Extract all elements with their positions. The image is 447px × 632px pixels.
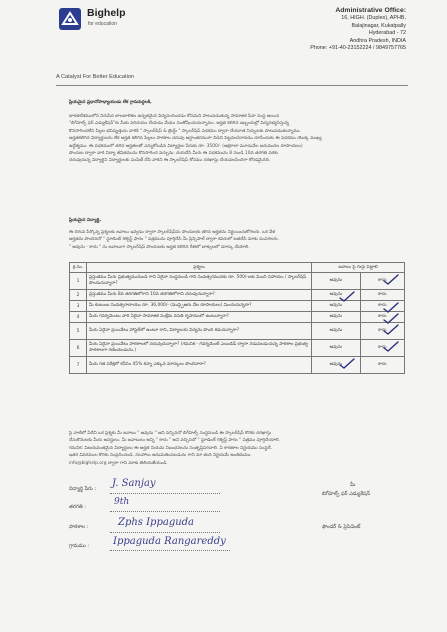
table-header-row — [70, 263, 405, 273]
answer-no-cell[interactable] — [360, 301, 404, 312]
table-row — [70, 357, 405, 374]
row-question: మీరు ఏదైనా ప్రయివేటు హాస్టల్‌లో ఉంటూ గాని, విద్యాలయ విద్యను పొంది కడుచున్నారా? — [86, 323, 311, 340]
school-label: పాఠశాల : — [69, 524, 89, 530]
no-label: కాదు — [378, 314, 387, 319]
checkmark-icon — [382, 324, 400, 336]
header-answer: జవాబు పై గుర్తు పెట్టాలి — [312, 263, 405, 273]
class-value[interactable]: 9th — [114, 497, 130, 507]
table-row — [70, 301, 405, 312]
brand-subtitle: for education — [88, 21, 117, 27]
paragraph-line: గమనిక: విజయవంతమైన విద్యార్థులు ఈ అర్హత నియమ నిబంధనలను సంతృప్తిపరచాలి. ఏ కారణాల నిర్ణయము సంస్థదే. — [69, 445, 272, 451]
school-value[interactable]: Zphs Ippaguda — [118, 517, 195, 528]
answer-no-cell[interactable] — [360, 290, 404, 301]
student-name-label: విద్యార్థి పేరు : — [69, 486, 97, 492]
row-number: 7 — [70, 357, 87, 374]
header-question: ప్రశ్నలు — [86, 263, 311, 273]
no-label: కాదు — [378, 303, 387, 308]
row-number: 3 — [70, 301, 87, 312]
school-underline — [110, 531, 220, 533]
office-address — [310, 6, 406, 53]
no-label: కాదు — [378, 345, 387, 350]
table-row — [70, 290, 405, 301]
row-number: 1 — [70, 273, 87, 290]
paragraph-line: " అవును - కాదు " ను జవాబుగా స్కాలర్‌షిప్ పొందుటకు అర్హత కలిగిన రీతిలో బాక్సులలో మార్కు చేయాలి. — [69, 244, 250, 250]
paragraph-line: ఇతర వివరముల కొరకు సంప్రదించండి. సలహాలు అనుమతింపబడును గాని మా తుది నిర్ణయమే అంతిమము. — [69, 453, 252, 459]
answer-yes-cell[interactable] — [312, 357, 360, 374]
intro-paragraph — [69, 113, 405, 165]
paragraph-line: భారతదేశములోని నిరుపేద బాలబాలికల ఉన్నతమైన విద్యనందించడం కోసమని పాటుపడుతున్న సామాజిక సేవా సంస్థ అయిన — [69, 114, 280, 119]
office-title: Administrative Office: — [335, 7, 406, 14]
student-paragraph — [69, 229, 405, 251]
student-greeting: ప్రియమైన విద్యార్థి, — [69, 218, 101, 223]
paragraph-line: పై వాటిలో ఏదేని ఒక ప్రశ్నకు మీ జవాబు " అవును " అని వచ్చినచో బిగ్‌హెల్ప్ సంస్థనుండి ఈ స్కాలర్‌షిప్ కొరకు దరఖాస్తు — [69, 431, 272, 436]
header-number: క్ర.సం. — [70, 263, 87, 273]
checkmark-icon — [382, 274, 400, 286]
student-name-value[interactable]: J. Sanjay — [112, 478, 156, 489]
village-label: గ్రామము : — [69, 543, 90, 549]
village-underline — [110, 549, 230, 551]
header-divider — [56, 85, 408, 86]
yes-label: అవును — [329, 362, 343, 367]
sign-line: బిగ్‌హెల్ప్ ఫర్ ఎడ్యుకేషన్ — [322, 491, 371, 497]
answer-yes-cell[interactable] — [312, 290, 360, 301]
brand-name: Bighelp — [87, 7, 126, 19]
paragraph-line: అర్హతను పొందినచో " స్టూడెంట్ రిక్వెస్ట్ ఫారం " పత్రమును పూర్తిచేసి మీ ప్రిన్సిపాల్ ద్వారా కవరులో జతచేసి మాకు పంపగలరు. — [69, 237, 279, 243]
table-row — [70, 312, 405, 323]
closing-paragraph — [69, 430, 405, 467]
paragraph-line: అర్హతకలిగిన విద్యార్థులను లేక అర్హత కలిగిన పిల్లలు పాఠశాల చదువు అర్థాంతరముగా విడిచి పెట్టవలసిరావడం చూసేందుకు ఈ పధకము యొక్క ముఖ్య — [69, 136, 322, 142]
village-value[interactable]: Ippaguda Rangareddy — [113, 536, 226, 547]
paragraph-line: చేసుకొనుటకు మీరు అనర్హులు. మీ జవాబులు అన్ని " కాదు " అని వచ్చినచో " స్టూడెంట్ రిక్వెస్ట్ ఫారం " పత్రము పూర్తిచేయాలి. — [69, 438, 281, 444]
paragraph-line: ఉద్దేశ్యము. ఈ పధకములో తగిన అర్హతలతో ఎన్నుకోబడిన విద్యార్థుల పేరుకు రూ. 3500/- (అక్షరాలా మూడువేల ఐదువందల రూపాయలు) — [69, 143, 303, 149]
answer-no-cell[interactable] — [360, 273, 404, 290]
no-label: కాదు — [378, 278, 387, 283]
class-underline — [110, 510, 220, 512]
row-number: 6 — [70, 340, 87, 357]
answer-no-cell[interactable] — [360, 340, 404, 357]
row-question: మీరు ఏదైనా ప్రయివేటు పాఠశాలలో చదువుచున్నారా? (గమనిక - గవర్నమెంట్ ఎయిడెడ్ ద్వారా నడుపబడుచున్న పాఠశాల ప్రభుత్వ పాఠశాలగా గణించబడును.) — [86, 340, 311, 357]
row-question: ప్రస్తుతము మీరు ప్రభుత్వమునుండి గాని ఏదైనా సంస్థనుండి గాని సంవత్సరమునకు రూ. 500/-లకు మించి సహాయం / స్కాలర్‌షిప్ పొందుచున్నారా? — [86, 273, 311, 290]
no-label: కాదు — [378, 362, 387, 367]
bighelp-logo-icon — [58, 7, 82, 31]
answer-yes-cell[interactable] — [312, 273, 360, 290]
class-label: తరగతి : — [69, 504, 86, 510]
student-name-underline — [110, 492, 220, 494]
row-question: మీరు గత పరీక్షలో కనీసం 45% కన్నా ఎక్కువ మార్కులు పొందినారా? — [86, 357, 311, 374]
row-question: ప్రస్తుతము మీరు 8వ తరగతిలోగాని 10వ తరగతిలోగాని చదువుచున్నారా? — [86, 290, 311, 301]
row-number: 5 — [70, 323, 87, 340]
paragraph-line: "బిగ్‌హెల్ప్ ఫర్ ఎడ్యుకేషన్"కు మీకు పరిచయం చేయడం మేము సంతోషించుచున్నాము. అర్హత కలిగిన ఇబ్బందుల్లో విద్యనభ్యసిస్తున్న — [69, 121, 290, 127]
office-line: Balajinagar, Kukatpally — [351, 22, 406, 29]
tagline: A Catalyst For Better Education — [56, 74, 135, 80]
answer-yes-cell[interactable] — [312, 312, 360, 323]
checkmark-icon — [338, 358, 356, 370]
sign-line: మీ — [350, 482, 356, 488]
paragraph-line: పొందుట ద్వారా వారి విద్యా జీవితమును కొనసాగించ వచ్చును. దయచేసి మీరు ఈ పధకమును 8 నుండి 10వ తరగతి వరకు — [69, 151, 278, 157]
table-row — [70, 273, 405, 290]
office-phone: Phone: +91-40-23152224 / 9849757765 — [310, 45, 406, 51]
sign-line: ఫౌండర్ & ప్రెసిడెంట్ — [322, 524, 361, 530]
paragraph-line: info@bighelp.org ద్వారా గాని మాకు తెలియజేయండి. — [69, 460, 168, 466]
table-row — [70, 323, 405, 340]
row-question: మీ కుటుంబ సంవత్సరాదాయం రూ. 36,000/- (ముప్పైఆరు వేల రూపాయలు) మించుచున్నదా? — [86, 301, 311, 312]
yes-label: అవును — [329, 278, 343, 283]
row-number: 2 — [70, 290, 87, 301]
answer-no-cell[interactable] — [360, 357, 404, 374]
office-line: Andhra Pradesh, INDIA — [349, 37, 406, 44]
yes-label: అవును — [329, 292, 343, 297]
office-line: 16, HIGH. (Duplex), APHB, — [341, 15, 406, 21]
yes-label: అవును — [329, 328, 343, 333]
row-number: 4 — [70, 312, 87, 323]
no-label: కాదు — [378, 328, 387, 333]
answer-yes-cell[interactable] — [312, 323, 360, 340]
yes-label: అవును — [329, 345, 343, 350]
checkmark-icon — [382, 341, 400, 353]
row-question: మీరు గవర్నమెంటు వారి ఏదైనా సామాజిక సంక్షేమ వసతి గృహములో ఉంటున్నారా? — [86, 312, 311, 323]
no-label: కాదు — [378, 292, 387, 297]
paragraph-line: ఈ దిగువ పేర్కొన్న ప్రశ్నలకు జవాబు ఇవ్వడం ద్వారా స్కాలర్‌షిప్‌ను పొందుటకు తగిన అర్హతను నిర్ణయించుకోగలరు. ఒక వేళ — [69, 230, 275, 235]
table-row — [70, 340, 405, 357]
greeting: ప్రియమైన ప్రధానోపాధ్యాయుడు లేక గ్రామపెద్దలకి, — [69, 100, 152, 105]
answer-yes-cell[interactable] — [312, 301, 360, 312]
eligibility-table — [69, 262, 405, 374]
office-line: Hyderabad - 72 — [368, 30, 406, 36]
paragraph-line: కొనసాగించలేని పిల్లల భవిష్యత్తును వారికి " స్కాలర్‌షిప్ & ట్రెయ్డ్ " స్కాలర్‌షిప్ పధకము ద్వారా చేయూత నిచ్చుటకు పాటుపడుతున్నాము. — [69, 128, 301, 134]
paragraph-line: చదువుచున్న విద్యార్థిని విద్యార్థులకు పంపిణీ చేసి వారిని ఈ స్కాలర్‌షిప్ కోసము దరఖాస్తు చేయవలసిందిగా కోరడమైనది. — [69, 158, 271, 164]
answer-no-cell[interactable] — [360, 323, 404, 340]
answer-yes-cell[interactable] — [312, 340, 360, 357]
yes-label: అవును — [329, 303, 343, 308]
yes-label: అవును — [329, 314, 343, 319]
answer-no-cell[interactable] — [360, 312, 404, 323]
